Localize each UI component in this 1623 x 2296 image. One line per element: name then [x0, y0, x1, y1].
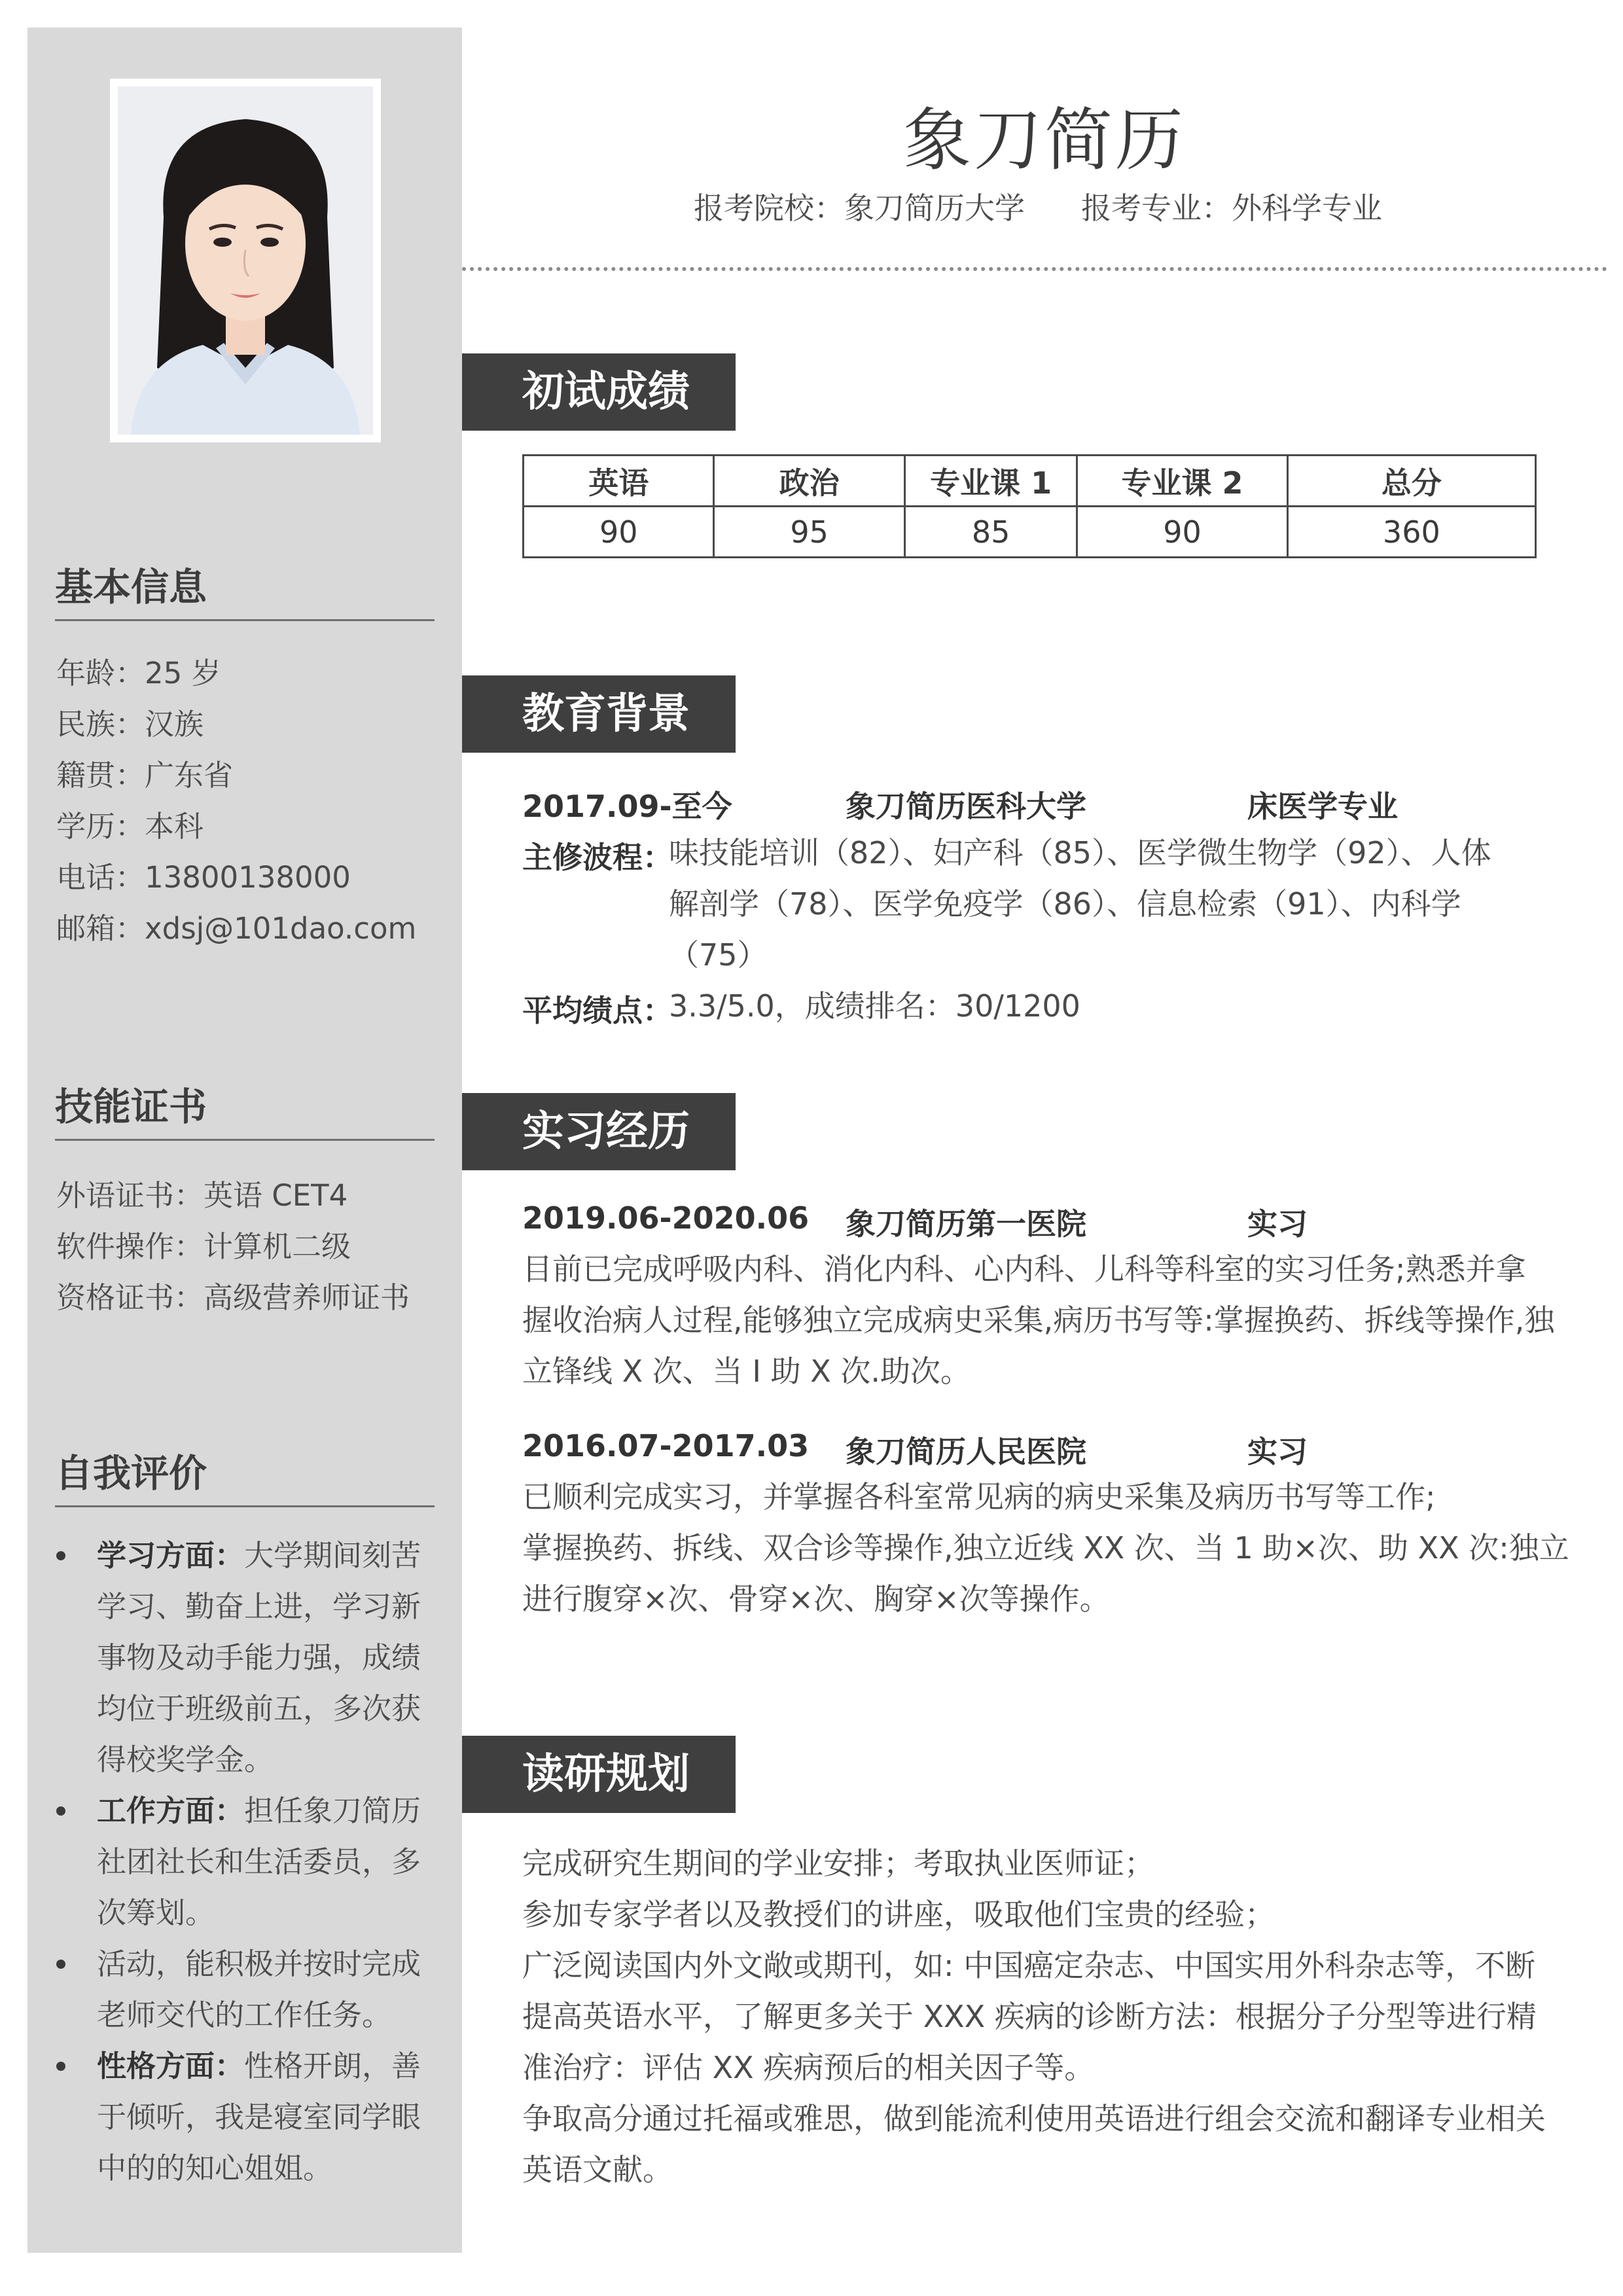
- education-level-line: 学历：本科: [56, 809, 204, 844]
- internship-period: 2016.07-2017.03: [522, 1428, 810, 1463]
- self-eval-text: 担任象刀简历社团社长和生活委员，多次筹划。: [97, 1793, 421, 1930]
- internship-desc-line: 掌握换药、拆线、双合诊等操作,独立近线 XX 次、当 1 助×次、助 XX 次:独立: [522, 1530, 1569, 1566]
- education-section-header: 教育背景: [462, 675, 736, 753]
- score-header-cell: 政治: [714, 456, 904, 507]
- plan-line: 参加专家学者以及教授们的讲座，吸取他们宝贵的经验；: [522, 1897, 1275, 1932]
- self-eval-item: [56, 1530, 449, 1785]
- self-eval-label: 性格方面：: [97, 2049, 245, 2083]
- scores-section-header: 初试成绩: [462, 353, 736, 431]
- self-eval-label: 学习方面：: [97, 1538, 245, 1573]
- courses-line-2: 解剖学（78）、医学免疫学（86）、信息检索（91）、内科学: [669, 886, 1461, 922]
- gpa-value: 3.3/5.0，成绩排名：30/1200: [669, 988, 1080, 1024]
- internship-place: 象刀简历第一医院: [846, 1206, 1086, 1242]
- photo-frame: [110, 79, 381, 442]
- plan-line: 广泛阅读国内外文敞或期刊，如: 中国癌定杂志、中国实用外科杂志等，不断: [522, 1948, 1536, 1983]
- basic-info-heading: 基本信息: [55, 556, 435, 621]
- self-eval-text: 大学期间刻苦学习、勤奋上进，学习新事物及动手能力强，成绩均位于班级前五，多次获得校奖学金。: [97, 1538, 421, 1777]
- internship-desc-line: 立锋线 X 次、当 I 助 X 次.助次。: [522, 1354, 971, 1389]
- internship-desc-line: 已顺利完成实习，并掌握各科室常见病的病史采集及病历书写等工作;: [522, 1479, 1436, 1515]
- plan-line: 英语文献。: [522, 2152, 673, 2187]
- score-header-cell: 总分: [1287, 456, 1535, 507]
- plan-line: 准治疗：评估 XX 疾病预后的相关因子等。: [522, 2050, 1095, 2085]
- internship-place: 象刀简历人民医院: [846, 1434, 1086, 1469]
- score-value-cell: 95: [714, 507, 904, 558]
- education-major: 床医学专业: [1247, 789, 1398, 824]
- score-value-cell: 90: [524, 507, 714, 558]
- software-line: 软件操作：计算机二级: [56, 1229, 351, 1264]
- internship-desc-line: 握收治病人过程,能够独立完成病史采集,病历书写等:掌握换药、拆线等操作,独: [522, 1302, 1555, 1338]
- target-school: 报考院校：象刀简历大学: [694, 190, 1025, 226]
- courses-line-1: 味技能培训（82）、妇产科（85）、医学微生物学（92）、人体: [669, 835, 1491, 870]
- plan-line: 争取高分通过托福或雅思，做到能流利使用英语进行组会交流和翻译专业相关: [522, 2101, 1546, 2136]
- internship-role: 实习: [1247, 1434, 1308, 1469]
- self-eval-item: [56, 2041, 449, 2194]
- score-header-row: [524, 456, 1536, 507]
- email-line: 邮箱：xdsj@101dao.com: [56, 911, 417, 946]
- internship-role: 实习: [1247, 1206, 1308, 1242]
- self-eval-item: [56, 1785, 449, 1939]
- score-value-cell: 360: [1287, 507, 1535, 558]
- skills-heading: 技能证书: [55, 1076, 435, 1141]
- header-divider: [462, 267, 1607, 271]
- self-eval-text: 性格开朗，善于倾听，我是寝室同学眼中的的知心姐姐。: [97, 2049, 421, 2185]
- ethnicity-line: 民族：汉族: [56, 707, 204, 742]
- score-value-row: [524, 507, 1536, 558]
- qualification-line: 资格证书：高级营养师证书: [56, 1280, 410, 1315]
- courses-label: 主修波程：: [522, 840, 673, 875]
- score-header-cell: 英语: [524, 456, 714, 507]
- self-eval-text: 活动，能积极并按时完成老师交代的工作任务。: [97, 1946, 421, 2032]
- phone-line: 电话：13800138000: [56, 860, 351, 895]
- resume-title: 象刀简历: [903, 100, 1186, 180]
- language-cert-line: 外语证书：英语 CET4: [56, 1178, 348, 1213]
- hometown-line: 籍贯：广东省: [56, 758, 234, 793]
- target-major: 报考专业：外科学专业: [1081, 190, 1382, 226]
- score-header-cell: 专业课 2: [1077, 456, 1287, 507]
- self-eval-list: [56, 1530, 449, 2194]
- sidebar: [27, 27, 462, 2253]
- portrait-image: [118, 86, 373, 435]
- self-eval-item: [56, 1939, 449, 2041]
- courses-line-3: （75）: [669, 937, 768, 973]
- education-period: 2017.09-至今: [522, 789, 732, 824]
- internship-period: 2019.06-2020.06: [522, 1200, 810, 1236]
- gpa-label: 平均绩点：: [522, 993, 673, 1028]
- internship-desc-line: 进行腹穿×次、骨穿×次、胸穿×次等操作。: [522, 1581, 1110, 1617]
- profile-photo: [118, 86, 373, 435]
- internship-section-header: 实习经历: [462, 1093, 736, 1170]
- score-value-cell: 85: [904, 507, 1077, 558]
- internship-desc-line: 目前已完成呼吸内科、消化内科、心内科、儿科等科室的实习任务;熟悉并拿: [522, 1251, 1526, 1287]
- self-eval-label: 工作方面：: [97, 1793, 245, 1828]
- plan-section-header: 读研规划: [462, 1736, 736, 1813]
- education-school: 象刀简历医科大学: [846, 789, 1086, 824]
- age-line: 年龄：25 岁: [56, 656, 221, 691]
- self-eval-heading: 自我评价: [55, 1443, 435, 1507]
- score-table: [522, 454, 1537, 558]
- score-value-cell: 90: [1077, 507, 1287, 558]
- plan-line: 提高英语水平，了解更多关于 XXX 疾病的诊断方法：根据分子分型等进行精: [522, 1999, 1537, 2034]
- plan-line: 完成研究生期间的学业安排；考取执业医师证；: [522, 1846, 1154, 1881]
- score-header-cell: 专业课 1: [904, 456, 1077, 507]
